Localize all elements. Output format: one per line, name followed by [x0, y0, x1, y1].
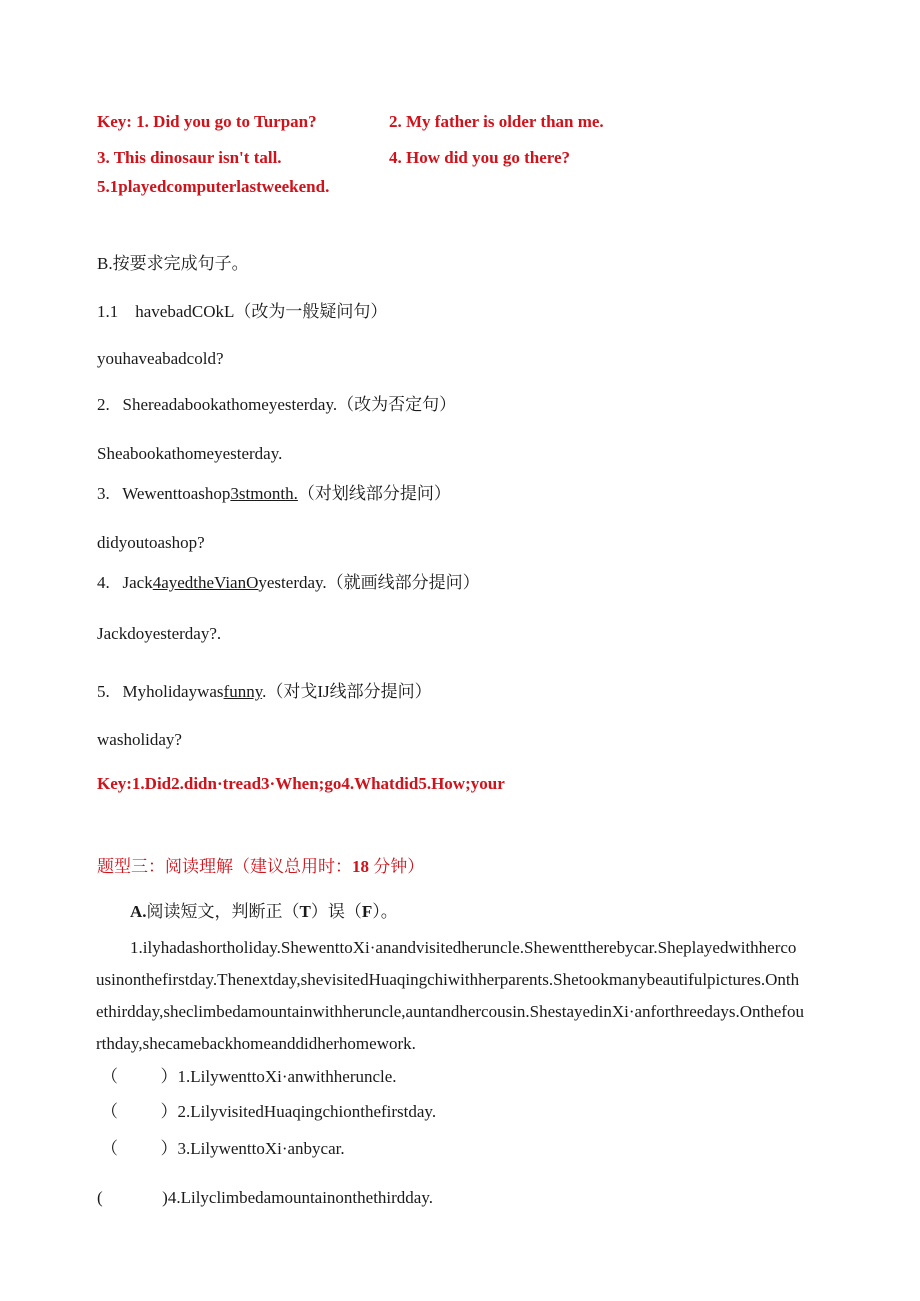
question-2: [97, 394, 456, 416]
section-b-title: [97, 253, 249, 275]
question-3-instruction: （对划线部分提问）: [297, 484, 451, 503]
question-3-text: Wewenttoashop: [122, 484, 231, 503]
key1-answer-5: 5.1playedcomputerlastweekend.: [97, 177, 330, 196]
question-3-number: 3.: [97, 484, 110, 503]
statement-3: [101, 1138, 345, 1160]
answer-4: Jackdoyesterday?.: [97, 624, 222, 643]
part-a-text-2: ）误（: [310, 902, 362, 921]
answer-3: didyoutoashop?: [97, 533, 205, 552]
question-3: [97, 483, 451, 505]
section-3-title-post: 分钟）: [373, 857, 425, 876]
answer-1: youhaveabadcold?: [97, 349, 224, 368]
statement-3-text: ）3.LilywenttoXi·anbycar.: [160, 1139, 345, 1158]
question-5-underlined: funny: [223, 682, 263, 701]
section-3-title-pre: 题型三：阅读理解（建议总用时：: [97, 857, 352, 876]
statement-2-text: ）2.LilyvisitedHuaqingchionthefirstday.: [160, 1102, 437, 1121]
section-3-title-number: 18: [352, 857, 369, 876]
statement-4-text: )4.Lilyclimbedamountainonthethirdday.: [162, 1188, 434, 1207]
question-4: [97, 572, 480, 594]
statement-4-paren: (: [97, 1188, 103, 1207]
answer-5: washoliday?: [97, 730, 182, 749]
question-5-text: Myholidaywas: [122, 682, 224, 701]
question-4-instruction: yesterday.（就画线部分提问）: [258, 573, 480, 592]
key1-answer-3: 3. This dinosaur isn't tall.: [97, 148, 282, 167]
question-2-text: Shereadabookathomeyesterday.（改为否定句）: [122, 395, 457, 414]
question-5-number: 5.: [97, 682, 110, 701]
question-4-text: Jack: [122, 573, 153, 592]
question-4-number: 4.: [97, 573, 110, 592]
reading-passage: 1.ilyhadashortholiday.ShewenttoXi·anandvisitedheruncle.Shewenttherebycar.Sheplayedwithhercousinonthefirstday.Thenextday,shevisitedHuaqingchiwithherparents.Shetookmanybeautifulpictures.Onthethirdday,sheclimbedamountainwithheruncle,auntandhercousin.ShestayedinXi·anforthreedays.Onthefourthday,shecamebackhomeanddidherhomework.: [96, 938, 804, 1053]
question-4-underlined: 4ayedtheVianO: [152, 573, 259, 592]
statement-1-text: ）1.LilywenttoXi·anwithheruncle.: [160, 1067, 397, 1086]
question-5: [97, 681, 432, 703]
question-5-instruction: .（对戈IJ线部分提问）: [262, 682, 432, 701]
question-1: [97, 301, 387, 323]
answer-2: Sheabookathomeyesterday.: [97, 444, 283, 463]
statement-1-paren: （: [101, 1067, 118, 1086]
key1-answer-2: 2. My father is older than me.: [389, 112, 604, 131]
statement-2-paren: （: [101, 1102, 118, 1121]
false-letter: F: [361, 902, 373, 921]
question-3-underlined: 3stmonth.: [230, 484, 298, 503]
section-3-title: [97, 856, 424, 878]
key1-answer-1: Key: 1. Did you go to Turpan?: [97, 112, 317, 131]
statement-1: [101, 1066, 397, 1088]
key1-answer-4: 4. How did you go there?: [389, 148, 571, 167]
question-2-number: 2.: [97, 395, 110, 414]
statement-3-paren: （: [101, 1139, 118, 1158]
part-a-text-end: ）。: [372, 902, 398, 921]
statement-4: [97, 1187, 433, 1209]
key2-answers: Key:1.Did2.didn·tread3·When;go4.Whatdid5.How;your: [97, 774, 505, 793]
question-1-number: 1.1: [97, 302, 119, 321]
part-a-label: A.: [130, 902, 147, 921]
question-1-text: havebadCOkL（改为一般疑问句）: [135, 302, 388, 321]
section-b-title-text: B.按要求完成句子。: [97, 254, 249, 273]
true-letter: T: [299, 902, 311, 921]
part-a-instruction: [130, 901, 398, 923]
statement-2: [101, 1101, 436, 1123]
part-a-text: 阅读短文，判断正（: [146, 902, 300, 921]
